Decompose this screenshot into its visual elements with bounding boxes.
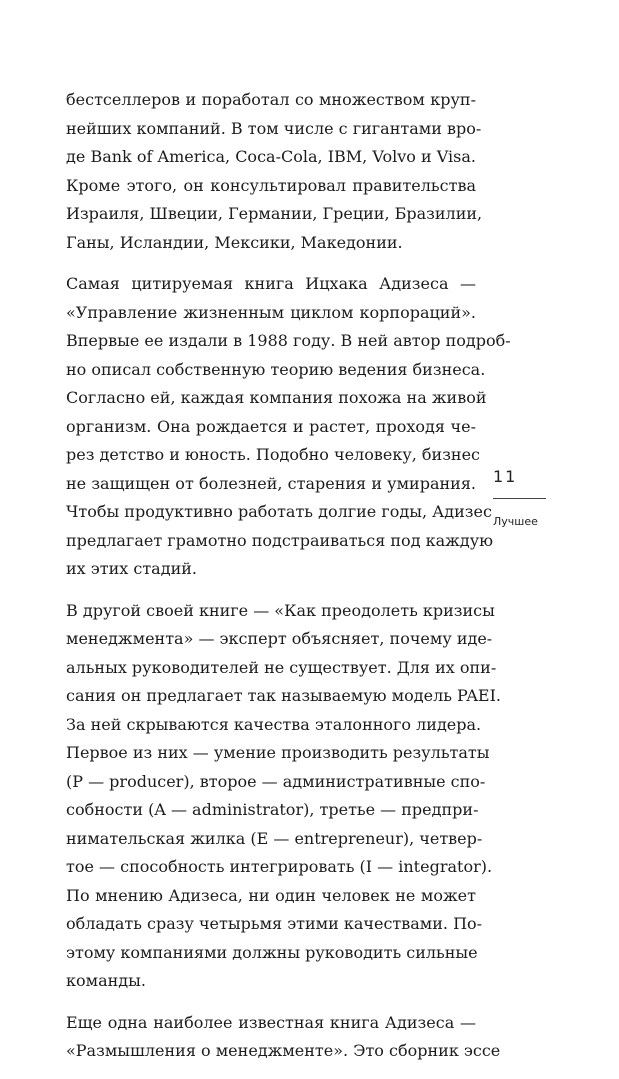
- text-line: Чтобы продуктивно работать долгие годы, Адизес: [66, 502, 492, 521]
- text-line: За ней скрываются качества эталонного лидера.: [66, 714, 482, 734]
- section-label: Лучшее: [493, 515, 538, 528]
- text-line: собности (A — administrator), третье — предпри-: [66, 800, 479, 819]
- text-line: Израиля, Швеции, Германии, Греции, Бразилии,: [66, 204, 483, 223]
- paragraph: [66, 1009, 501, 1066]
- text-line: Согласно ей, каждая компания похожа на живой: [66, 388, 487, 407]
- text-line: обладать сразу четырьмя этими качествами. По-: [66, 914, 483, 933]
- text-line: но описал собственную теорию ведения бизнеса.: [66, 359, 486, 379]
- paragraph: [66, 86, 483, 257]
- text-line: нимательская жилка (E — entrepreneur), четвер-: [66, 828, 483, 848]
- text-line: организм. Она рождается и растет, проходя че-: [66, 416, 476, 436]
- text-line: альных руководителей не существует. Для их опи-: [66, 657, 497, 677]
- paragraph: [66, 597, 501, 996]
- text-line: де Bank of America, Coca-Cola, IBM, Volvo и Visa.: [66, 147, 476, 166]
- text-line: бестселлеров и поработал со множеством круп-: [66, 90, 476, 109]
- text-line: их этих стадий.: [66, 559, 197, 578]
- text-line: команды.: [66, 971, 146, 990]
- text-line: не защищен от болезней, старения и умирания.: [66, 473, 476, 493]
- text-line: Первое из них — умение производить результаты: [66, 743, 490, 762]
- text-line: Самая цитируемая книга Ицхака Адизеса —: [66, 274, 476, 293]
- text-line: Ганы, Исландии, Мексики, Македонии.: [66, 232, 403, 252]
- text-line: тое — способность интегрировать (I — integrator).: [66, 857, 493, 876]
- text-line: «Размышления о менеджменте». Это сборник эссе: [66, 1041, 501, 1060]
- text-line: менеджмента» — эксперт объясняет, почему иде-: [66, 629, 493, 648]
- text-line: нейших компаний. В том числе с гигантами вро-: [66, 118, 482, 138]
- text-line: Кроме этого, он консультировал правительства: [66, 175, 476, 195]
- text-line: рез детство и юность. Подобно человеку, бизнес: [66, 445, 481, 464]
- text-line: предлагает грамотно подстраиваться под каждую: [66, 530, 494, 550]
- text-line: (P — producer), второе — административные спо-: [66, 771, 486, 791]
- text-line: сания он предлагает так называемую модель PAEI.: [66, 686, 501, 705]
- text-line: этому компаниями должны руководить сильные: [66, 942, 478, 962]
- text-line: «Управление жизненным циклом корпораций».: [66, 302, 476, 322]
- text-line: Впервые ее издали в 1988 году. В ней автор подроб-: [66, 331, 511, 350]
- margin-divider: [493, 498, 546, 499]
- page-number: 11: [493, 467, 518, 486]
- text-line: Еще одна наиболее известная книга Адизеса —: [66, 1012, 476, 1032]
- text-line: В другой своей книге — «Как преодолеть кризисы: [66, 600, 495, 620]
- text-line: По мнению Адизеса, ни один человек не может: [66, 885, 476, 905]
